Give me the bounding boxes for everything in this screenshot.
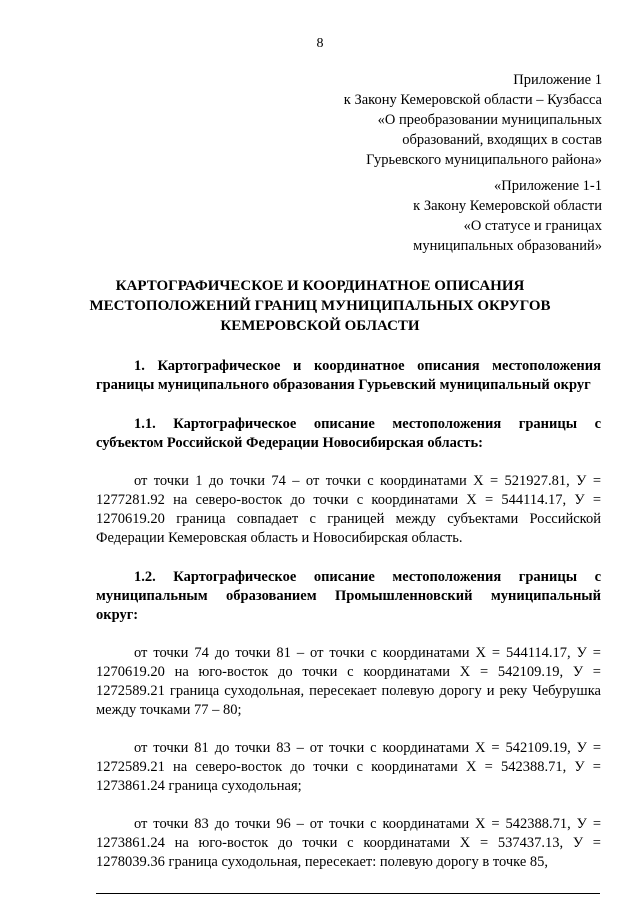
footer-divider [96, 893, 600, 894]
section-1-1-heading: 1.1. Картографическое описание местоположения границы с субъектом Российской Федерации Новосибирская область: [96, 416, 601, 451]
annex-1-1-line: к Закону Кемеровской области [413, 198, 602, 214]
page-number: 8 [316, 36, 324, 51]
section-1-heading: 1. Картографическое и координатное описания местоположения границы муниципального образования Гурьевский муниципальный округ [96, 358, 601, 393]
annex-1-header [344, 70, 602, 170]
annex-1-line: образований, входящих в состав [402, 132, 602, 148]
document-body [96, 357, 601, 872]
document-title [0, 276, 640, 336]
title-line: МЕСТОПОЛОЖЕНИЙ ГРАНИЦ МУНИЦИПАЛЬНЫХ ОКРУГОВ [89, 298, 551, 314]
annex-1-1-line: муниципальных образований» [413, 238, 602, 254]
section-1-1-paragraph: от точки 1 до точки 74 – от точки с координатами Х = 521927.81, У = 1277281.92 на северо-восток до точки с координатами Х = 544114.17, У = 1270619.20 граница совпадает с границей между субъектами Российской Федерации Кемеровская область и Новосибирская область. [96, 473, 601, 546]
annex-1-line: Гурьевского муниципального района» [366, 152, 602, 168]
title-line: КЕМЕРОВСКОЙ ОБЛАСТИ [220, 318, 420, 334]
section-1-2-paragraph: от точки 81 до точки 83 – от точки с координатами Х = 542109.19, У = 1272589.21 на северо-восток до точки с координатами Х = 542388.71, У = 1273861.24 граница суходольная; [96, 740, 601, 794]
section-1-2-paragraph: от точки 74 до точки 81 – от точки с координатами Х = 544114.17, У = 1270619.20 на юго-восток до точки с координатами Х = 542109.19, У = 1272589.21 граница суходольная, пересекает полевую дорогу и реку Чебурушка между точками 77 – 80; [96, 645, 601, 718]
title-line: КАРТОГРАФИЧЕСКОЕ И КООРДИНАТНОЕ ОПИСАНИЯ [115, 278, 525, 294]
annex-1-line: «О преобразовании муниципальных [377, 112, 602, 128]
section-1-2-heading: 1.2. Картографическое описание местоположения границы с муниципальным образованием Промышленновский муниципальный округ: [96, 569, 601, 623]
section-1-2-paragraph: от точки 83 до точки 96 – от точки с координатами Х = 542388.71, У = 1273861.24 на юго-восток до точки с координатами Х = 537437.13, У = 1278039.36 граница суходольная, пересекает: полевую дорогу в точке 85, [96, 816, 601, 870]
annex-1-1-header [413, 176, 602, 256]
annex-1-line: Приложение 1 [513, 72, 602, 88]
annex-1-1-line: «О статусе и границах [463, 218, 602, 234]
annex-1-1-line: «Приложение 1-1 [493, 178, 602, 194]
annex-1-line: к Закону Кемеровской области – Кузбасса [343, 92, 602, 108]
